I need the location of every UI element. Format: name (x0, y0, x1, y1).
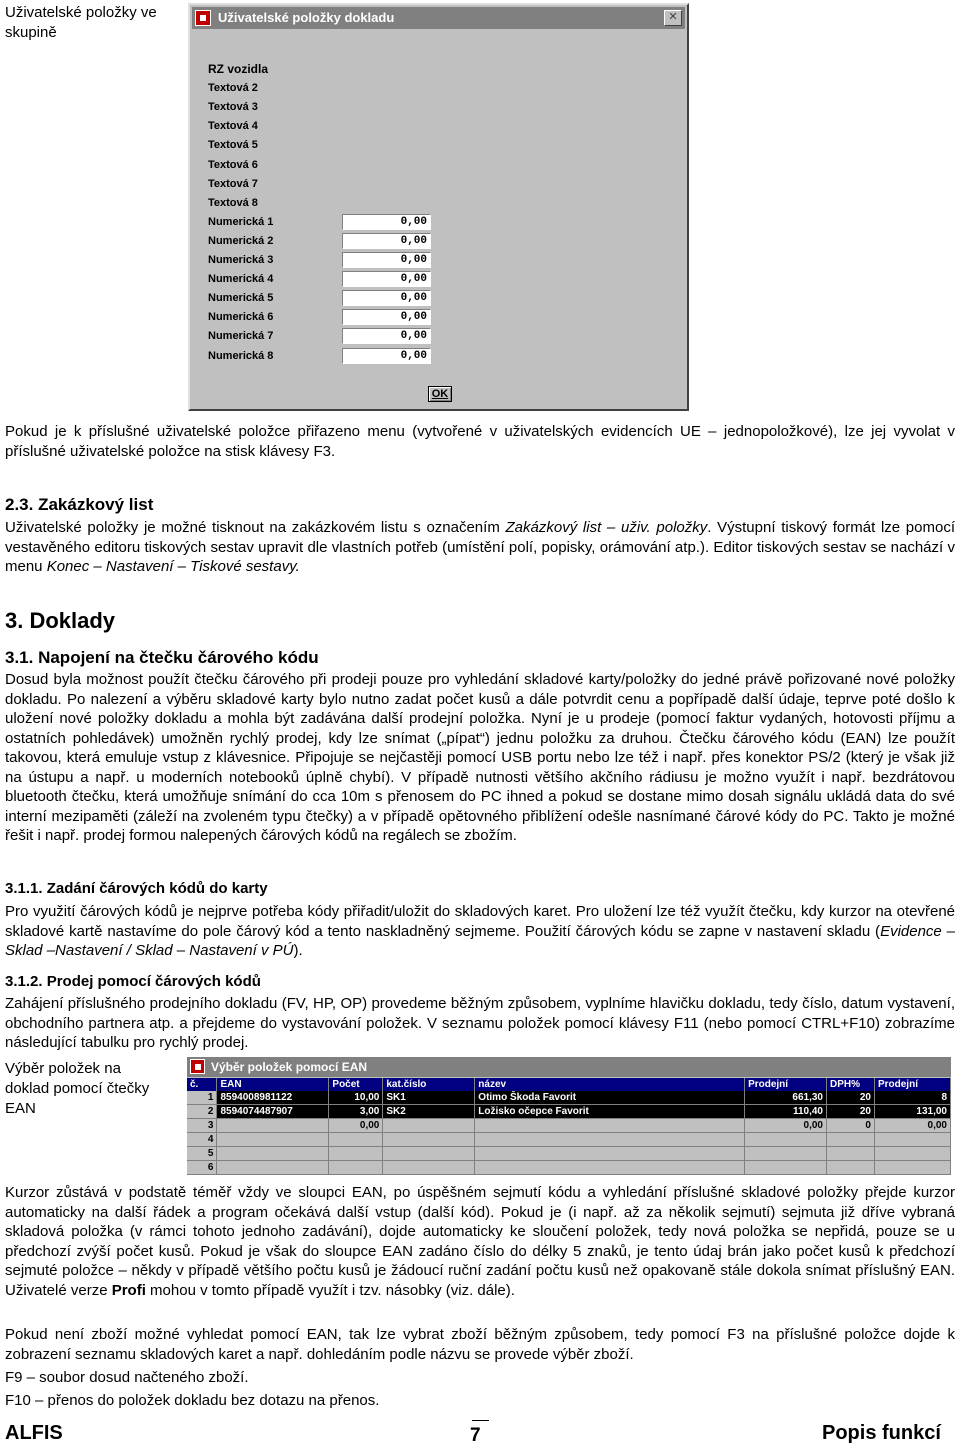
paragraph-sale: Zahájení příslušného prodejního dokladu (FV, HP, OP) provedeme běžným způsobem, vyplníme hlavičku dokladu, tedy číslo, datum vystavení, obchodního partnera atp. a přejdeme do vystavování položek. V seznamu položek pomocí klávesy F11 (nebo pomocí CTRL+F10) zobrazíme následující tabulku pro rychlý prodej. (5, 995, 955, 1051)
table-cell[interactable]: Otimo Škoda Favorit (475, 1091, 745, 1105)
table-cell[interactable] (217, 1147, 329, 1161)
field-label: Numerická 1 (208, 215, 274, 228)
ok-button-label: OK (431, 388, 449, 400)
f10-line: F10 – přenos do položek dokladu bez dotazu na přenos. (5, 1392, 380, 1409)
table-cell[interactable] (217, 1133, 329, 1147)
side-label-user-items: Uživatelské položky ve skupině (5, 4, 157, 41)
paragraph-not-found: Pokud není zboží možné vyhledat pomocí EAN, tak lze vybrat zboží běžným způsobem, tedy pomocí F3 na příslušné položce dojde k zobrazení seznamu skladových karet a např. dohledáním podle názvu se provede výběr zboží. (5, 1326, 955, 1363)
table-cell[interactable]: 0 (827, 1119, 875, 1133)
table-cell[interactable] (329, 1161, 383, 1175)
app-icon (190, 1059, 205, 1074)
numeric-field[interactable]: 0,00 (342, 233, 431, 249)
ean-table (187, 1078, 951, 1175)
table-cell[interactable]: SK2 (383, 1105, 475, 1119)
numeric-field[interactable]: 0,00 (342, 271, 431, 287)
field-label: Textová 8 (208, 196, 258, 209)
table-cell[interactable]: 0,00 (329, 1119, 383, 1133)
table-cell[interactable]: 10,00 (329, 1091, 383, 1105)
field-label: Numerická 8 (208, 349, 274, 362)
table-cell[interactable] (745, 1147, 827, 1161)
table-cell[interactable]: 8594074487907 (217, 1105, 329, 1119)
field-label: Textová 6 (208, 158, 258, 171)
heading-3-1-2: 3.1.2. Prodej pomocí čárových kódů (5, 973, 261, 990)
ean-dialog-title: Výběr položek pomocí EAN (211, 1060, 368, 1074)
numeric-field[interactable]: 0,00 (342, 309, 431, 325)
paragraph-barcode: Dosud byla možnost použít čtečku čárového při prodeji pouze pro vyhledání skladové karty/položky do jedné právě pořizované nové položky dokladu. Po nalezení a výběru skladové karty bylo nutno zadat počet kusů a dále potvrdit cenu a popřípadě další údaje, teprve poté došlo k uložení nové položky dokladu a mohla být zadávána další prodejní položka. Nyní je u prodeje (pomocí faktur vydaných, hotovosti příjmu a ostatních pohledávek) umožněn rychlý prodej, kdy lze snímat („pípat“) jednu položku za druhou. Čtečku čárového kódu (EAN) lze použít takovou, která emuluje vstup z klávesnice. Připojuje se nejčastěji pomocí USB portu nebo lze též i např. přes konektor PS/2 (který je však již na ústupu a např. u moderních notebooků úplně chybí). V případě nutnosti většího akčního rádiusu je možno využít i např. bezdrátovou bluetooth čtečku, která umožňuje snímání do cca 10m s přenosem do PC ihned a pokud se dostane mimo dosah signálu ukládá data do své interní mezipaměti (záleží na zvoleném typu čtečky) a v případě opětovného přiblížení odešle nasnímané čárové kódy do PC. Takto je možné řešit i např. prodej formou nalepených čárových kódů na regálech se zbožím. (5, 671, 955, 844)
table-cell[interactable] (874, 1133, 950, 1147)
footer-brand: ALFIS (5, 1422, 63, 1444)
heading-2-3: 2.3. Zakázkový list (5, 495, 154, 514)
table-cell[interactable] (874, 1161, 950, 1175)
table-cell[interactable]: 8594008981122 (217, 1091, 329, 1105)
paragraph-zakazkovy-list (5, 518, 955, 577)
table-cell[interactable] (329, 1133, 383, 1147)
table-cell[interactable] (383, 1119, 475, 1133)
footer-title: Popis funkcí (822, 1422, 941, 1444)
app-icon (195, 10, 211, 26)
numeric-field[interactable]: 0,00 (342, 328, 431, 344)
table-cell[interactable]: 0,00 (874, 1119, 950, 1133)
field-label: Numerická 7 (208, 330, 274, 343)
row-number: 4 (187, 1133, 217, 1147)
column-header[interactable]: Prodejní (745, 1078, 827, 1091)
row-number: 2 (187, 1105, 217, 1119)
table-row[interactable] (187, 1091, 951, 1105)
text-italic: Zakázkový list – uživ. položky (505, 519, 708, 536)
heading-3-1-1: 3.1.1. Zadání čárových kódů do karty (5, 880, 268, 897)
table-row[interactable] (187, 1161, 951, 1175)
column-header[interactable]: Počet (329, 1078, 383, 1091)
text: Pro využití čárových kódů je nejprve potřeba kódy přiřadit/uložit do skladových karet. Pro uložení lze též využít čtečku, kdy kurzor na otevřené skladové kartě nastavíme do pole čárový kód a tento naskladněný sejmeme. Použití čárových kódu se zapne v nastavení skladu ( (5, 903, 955, 940)
text: . Výstupní tiskový formát lze pomocí vestavěného editoru tiskových sestav upravit dle vlastních potřeb (umístění polí, popisky, orámování atp.). Editor tiskových sestav se nachází v menu (5, 519, 956, 575)
page-number: 7 (470, 1425, 481, 1446)
table-cell[interactable] (475, 1147, 745, 1161)
table-row[interactable] (187, 1119, 951, 1133)
table-cell[interactable] (874, 1147, 950, 1161)
heading-3-1: 3.1. Napojení na čtečku čárového kódu (5, 648, 319, 667)
heading-3: 3. Doklady (5, 608, 116, 633)
ean-dialog-titlebar (187, 1057, 951, 1077)
table-cell[interactable]: 3,00 (329, 1105, 383, 1119)
table-cell[interactable]: 110,40 (745, 1105, 827, 1119)
f9-line: F9 – soubor dosud načteného zboží. (5, 1369, 249, 1386)
text-italic: Evidence – Sklad –Nastavení / Sklad – Nastavení v PÚ (5, 922, 956, 959)
field-label: RZ vozidla (208, 62, 269, 76)
field-label: Textová 4 (208, 120, 258, 133)
paragraph-f3: Pokud je k příslušné uživatelské položce přiřazeno menu (vytvořené v uživatelských evidencích UE – jednopoložkové), lze jej vyvolat v příslušné uživatelské položce na stisk klávesy F3. (5, 423, 955, 460)
table-cell[interactable] (475, 1161, 745, 1175)
field-label: Textová 5 (208, 139, 258, 152)
table-cell[interactable]: 20 (827, 1091, 875, 1105)
table-cell[interactable] (745, 1133, 827, 1147)
table-cell[interactable]: 8 (874, 1091, 950, 1105)
field-label: Numerická 4 (208, 273, 274, 286)
field-label: Numerická 5 (208, 292, 274, 305)
table-cell[interactable]: Ložisko očepce Favorit (475, 1105, 745, 1119)
text: ). (293, 942, 303, 959)
numeric-field[interactable]: 0,00 (342, 252, 431, 268)
close-button[interactable]: ✕ (664, 10, 682, 26)
page-number-rule (472, 1420, 489, 1421)
table-cell[interactable] (827, 1147, 875, 1161)
dialog-titlebar (192, 7, 685, 29)
column-header[interactable]: DPH% (827, 1078, 875, 1091)
row-number: 6 (187, 1161, 217, 1175)
numeric-field[interactable]: 0,00 (342, 214, 431, 230)
table-row[interactable] (187, 1133, 951, 1147)
table-cell[interactable] (329, 1147, 383, 1161)
table-cell[interactable] (745, 1161, 827, 1175)
table-cell[interactable]: 20 (827, 1105, 875, 1119)
numeric-field[interactable]: 0,00 (342, 348, 431, 364)
field-label: Textová 7 (208, 177, 258, 190)
text: mohou v tomto případě využít i tzv. násobky (viz. dále). (145, 1281, 515, 1299)
table-cell[interactable] (827, 1133, 875, 1147)
table-cell[interactable]: 0,00 (745, 1119, 827, 1133)
field-label: Textová 3 (208, 101, 258, 114)
field-label: Numerická 3 (208, 254, 274, 266)
ean-dialog (187, 1057, 951, 1175)
user-items-dialog (188, 3, 689, 411)
table-row[interactable] (187, 1147, 951, 1161)
table-cell[interactable]: SK1 (383, 1091, 475, 1105)
column-header[interactable]: EAN (217, 1078, 329, 1091)
text: Kurzor zůstává v podstatě téměř vždy ve sloupci EAN, po úspěšném sejmutí kódu a vyhledání příslušné skladové položky přejde kurzor automaticky na další řádek a program očekává další vstup (další kód). Pokud je (i např. až za několik sejmutí) sejmuta již dříve vybraná skladová položka (v rámci tohoto jednoho zadávání), dojde automaticky ke sloučení položek, tedy nová položka se nepřidá, pouze se u předchozí zvýší počet kusů. Pokud je však do sloupce EAN zadáno číslo do délky 5 znaků, je tento údaj brán jako počet kusů k předchozí sejmuté položce – někdy v případě většího počtu kusů je žádoucí ruční zadání počtu kusů než opakovaně stále dokola snímat příslušný EAN. Uživatelé verze (5, 1184, 955, 1299)
field-label: Numerická 2 (208, 234, 274, 247)
table-cell[interactable]: 661,30 (745, 1091, 827, 1105)
numeric-field[interactable]: 0,00 (342, 290, 431, 306)
text-italic: Konec – Nastavení – Tiskové sestavy. (46, 558, 300, 575)
side-label-ean: Výběr položek na doklad pomocí čtečky EAN (5, 1060, 150, 1117)
field-label: Numerická 6 (208, 311, 274, 324)
table-cell[interactable] (217, 1119, 329, 1133)
table-cell[interactable]: 131,00 (874, 1105, 950, 1119)
paragraph-cursor (5, 1183, 955, 1300)
dialog-title: Uživatelské položky dokladu (218, 10, 395, 25)
table-cell[interactable] (827, 1161, 875, 1175)
column-header[interactable]: č. (187, 1078, 217, 1091)
row-number: 1 (187, 1091, 217, 1105)
table-cell[interactable] (383, 1161, 475, 1175)
row-number: 5 (187, 1147, 217, 1161)
paragraph-barcode-card (5, 902, 955, 961)
column-header[interactable]: název (475, 1078, 745, 1091)
table-cell[interactable] (475, 1133, 745, 1147)
column-header[interactable]: kat.číslo (383, 1078, 475, 1091)
text: Uživatelské položky je možné tisknout na zakázkovém listu s označením (5, 519, 506, 536)
table-cell[interactable] (383, 1133, 475, 1147)
field-label: Textová 2 (208, 82, 258, 95)
text-bold-profi: Profi (111, 1281, 146, 1299)
table-cell[interactable] (383, 1147, 475, 1161)
table-row[interactable] (187, 1105, 951, 1119)
row-number: 3 (187, 1119, 217, 1133)
table-cell[interactable] (475, 1119, 745, 1133)
table-cell[interactable] (217, 1161, 329, 1175)
column-header[interactable]: Prodejní (874, 1078, 950, 1091)
ok-button[interactable] (428, 386, 452, 402)
